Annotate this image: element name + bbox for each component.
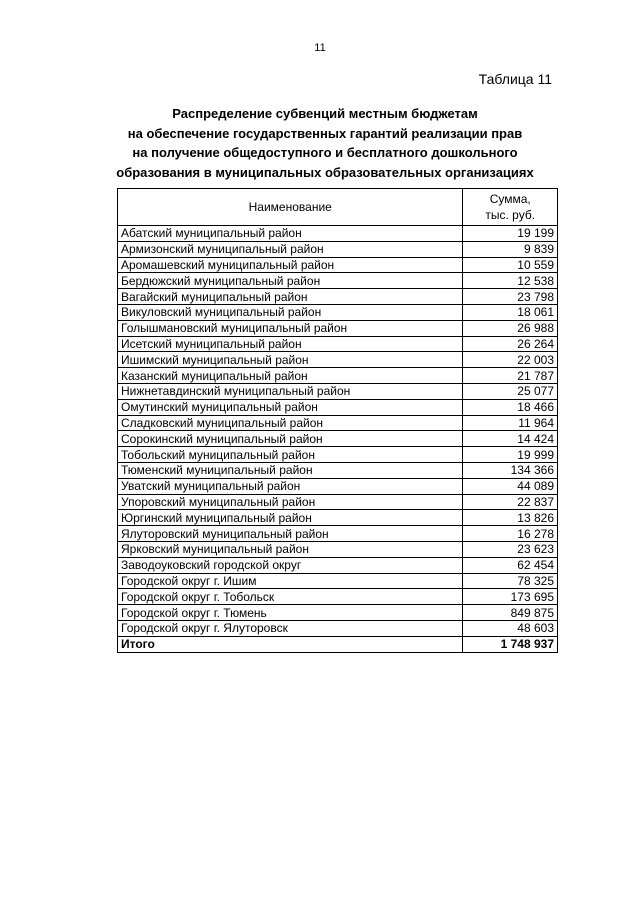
row-name: Ялуторовский муниципальный район <box>118 526 463 542</box>
row-name: Нижнетавдинский муниципальный район <box>118 383 463 399</box>
row-sum: 21 787 <box>463 368 558 384</box>
row-name: Заводоуковский городской округ <box>118 557 463 573</box>
table-row <box>118 510 558 526</box>
row-sum: 19 199 <box>463 226 558 242</box>
row-sum: 18 466 <box>463 399 558 415</box>
table-row <box>118 336 558 352</box>
page-number: 11 <box>314 42 326 54</box>
row-name: Тюменский муниципальный район <box>118 462 463 478</box>
row-sum: 849 875 <box>463 605 558 621</box>
table-row <box>118 368 558 384</box>
row-sum: 134 366 <box>463 462 558 478</box>
row-name: Викуловский муниципальный район <box>118 304 463 320</box>
table-row <box>118 383 558 399</box>
row-sum: 11 964 <box>463 415 558 431</box>
row-name: Городской округ г. Ишим <box>118 573 463 589</box>
row-sum: 26 264 <box>463 336 558 352</box>
title-line: Распределение субвенций местным бюджетам <box>172 106 478 121</box>
table-row <box>118 494 558 510</box>
row-sum: 173 695 <box>463 589 558 605</box>
table-row <box>118 352 558 368</box>
row-name: Армизонский муниципальный район <box>118 241 463 257</box>
row-sum: 78 325 <box>463 573 558 589</box>
table-row <box>118 415 558 431</box>
table-row <box>118 447 558 463</box>
table-row <box>118 226 558 242</box>
table-row <box>118 241 558 257</box>
row-name: Голышмановский муниципальный район <box>118 320 463 336</box>
title-line: на обеспечение государственных гарантий реализации прав <box>127 125 523 141</box>
sum-header-line1: Сумма, <box>489 192 531 206</box>
row-name: Упоровский муниципальный район <box>118 494 463 510</box>
table-row <box>118 478 558 494</box>
title-line: на получение общедоступного и бесплатного дошкольного <box>132 145 518 160</box>
row-name: Городской округ г. Тобольск <box>118 589 463 605</box>
table-row <box>118 526 558 542</box>
document-title <box>110 104 540 182</box>
row-sum: 44 089 <box>463 478 558 494</box>
row-name: Казанский муниципальный район <box>118 368 463 384</box>
row-name: Вагайский муниципальный район <box>118 289 463 305</box>
row-sum: 12 538 <box>463 273 558 289</box>
table-row <box>118 620 558 636</box>
table-row <box>118 589 558 605</box>
row-name: Городской округ г. Ялуторовск <box>118 620 463 636</box>
table-header-row <box>118 189 558 226</box>
title-line: образования в муниципальных образовательных организациях <box>116 164 534 180</box>
table-row <box>118 462 558 478</box>
row-sum: 22 003 <box>463 352 558 368</box>
row-name: Аромашевский муниципальный район <box>118 257 463 273</box>
table-row <box>118 541 558 557</box>
row-sum: 13 826 <box>463 510 558 526</box>
table-row <box>118 257 558 273</box>
row-sum: 25 077 <box>463 383 558 399</box>
row-sum: 23 623 <box>463 541 558 557</box>
table-row <box>118 431 558 447</box>
row-name: Ишимский муниципальный район <box>118 352 463 368</box>
row-name: Сладковский муниципальный район <box>118 415 463 431</box>
row-sum: 48 603 <box>463 620 558 636</box>
row-sum: 14 424 <box>463 431 558 447</box>
row-name: Сорокинский муниципальный район <box>118 431 463 447</box>
total-row <box>118 636 558 652</box>
table-label: Таблица 11 <box>478 71 552 87</box>
row-name: Ярковский муниципальный район <box>118 541 463 557</box>
row-name: Городской округ г. Тюмень <box>118 605 463 621</box>
row-name: Бердюжский муниципальный район <box>118 273 463 289</box>
row-name: Юргинский муниципальный район <box>118 510 463 526</box>
total-sum: 1 748 937 <box>463 636 558 652</box>
row-sum: 18 061 <box>463 304 558 320</box>
row-name: Уватский муниципальный район <box>118 478 463 494</box>
row-sum: 19 999 <box>463 447 558 463</box>
sum-header-line2: тыс. руб. <box>485 208 536 222</box>
row-sum: 22 837 <box>463 494 558 510</box>
row-sum: 26 988 <box>463 320 558 336</box>
row-sum: 16 278 <box>463 526 558 542</box>
table-row <box>118 320 558 336</box>
row-sum: 62 454 <box>463 557 558 573</box>
table-row <box>118 304 558 320</box>
row-name: Абатский муниципальный район <box>118 226 463 242</box>
subvention-table <box>117 188 558 653</box>
row-sum: 9 839 <box>463 241 558 257</box>
table-row <box>118 289 558 305</box>
row-name: Исетский муниципальный район <box>118 336 463 352</box>
table-row <box>118 273 558 289</box>
table-row <box>118 399 558 415</box>
table-row <box>118 605 558 621</box>
column-header-sum <box>463 189 558 226</box>
table-row <box>118 573 558 589</box>
row-name: Тобольский муниципальный район <box>118 447 463 463</box>
row-sum: 10 559 <box>463 257 558 273</box>
total-label: Итого <box>118 636 463 652</box>
table-body <box>118 226 558 653</box>
row-name: Омутинский муниципальный район <box>118 399 463 415</box>
row-sum: 23 798 <box>463 289 558 305</box>
column-header-name: Наименование <box>118 189 463 226</box>
table-row <box>118 557 558 573</box>
